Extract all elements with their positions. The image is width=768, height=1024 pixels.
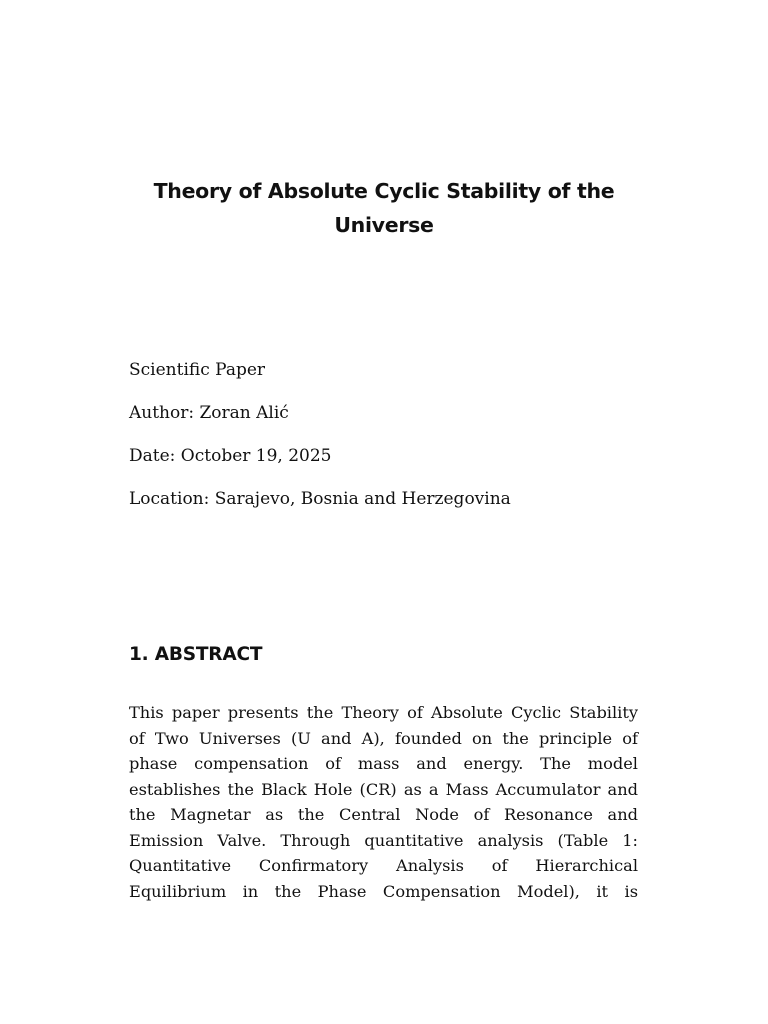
abstract-line: Equilibrium in the Phase Compensation Model), it is (129, 881, 638, 901)
paper-date: Date: October 19, 2025 (129, 446, 332, 466)
abstract-line: Quantitative Confirmatory Analysis of Hierarchical (129, 856, 638, 875)
abstract-heading: 1. ABSTRACT (129, 644, 263, 666)
paper-type: Scientific Paper (129, 360, 266, 380)
abstract-line: establishes the Black Hole (CR) as a Mass Accumulator and (129, 779, 638, 799)
paper-title-line-1: Theory of Absolute Cyclic Stability of the (153, 178, 615, 203)
abstract-line: This paper presents the Theory of Absolute Cyclic Stability (129, 703, 638, 722)
abstract-line: the Magnetar as the Central Node of Resonance and (129, 805, 638, 824)
paper-location: Location: Sarajevo, Bosnia and Herzegovina (129, 489, 511, 509)
abstract-body (129, 700, 638, 904)
paper-author: Author: Zoran Alić (129, 403, 289, 423)
paper-metadata (129, 356, 511, 528)
paper-title (150, 174, 618, 242)
abstract-line: phase compensation of mass and energy. The model (129, 754, 638, 773)
abstract-line: Emission Valve. Through quantitative analysis (Table 1: (129, 830, 638, 850)
abstract-line: of Two Universes (U and A), founded on the principle of (129, 728, 638, 748)
paper-title-line-2: Universe (334, 212, 434, 237)
